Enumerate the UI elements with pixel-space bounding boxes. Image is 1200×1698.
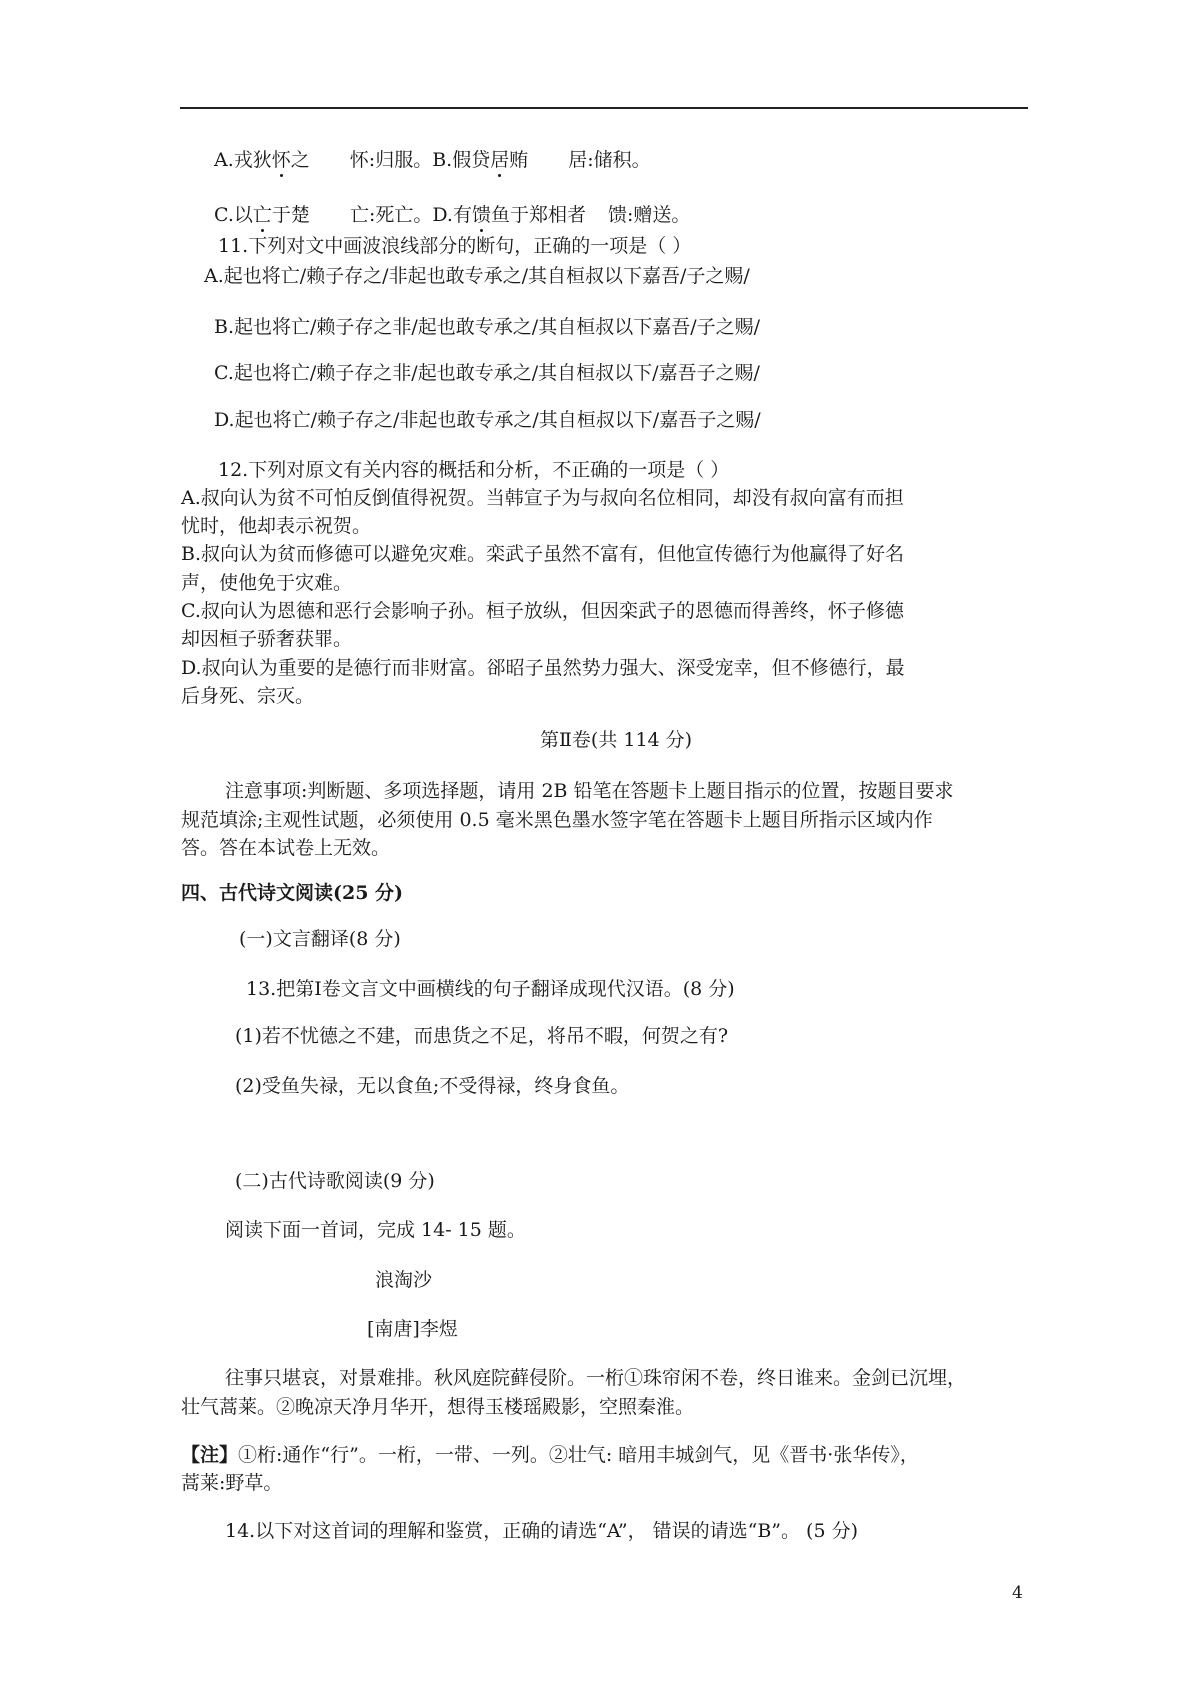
q12-line: 忧时，他却表示祝贺。 [181,515,372,537]
q10-a-emphasis: 怀 [271,149,291,171]
poem-note [181,1441,919,1469]
note-label: 【注】 [181,1444,239,1466]
q10-c-gloss: 亡:死亡。 [349,204,433,226]
section4-heading: 四、古代诗文阅读(25 分) [181,882,404,904]
part2-notice-line: 答。答在本试卷上无效。 [181,837,391,859]
q10-d-rest: 鱼于郑相者 [490,204,586,226]
q10-option-cd [214,201,690,229]
q10-a-rest: 之 [290,149,310,171]
page-number: 4 [1012,1583,1023,1603]
poem-note-cont: 蒿莱:野草。 [181,1472,283,1494]
q10-b-label: B.假贷 [432,149,491,171]
q13-item-2: (2)受鱼失禄，无以食鱼;不受得禄，终身食鱼。 [235,1075,630,1097]
part2-notice-line: 注意事项:判断题、多项选择题，请用 2B 铅笔在答题卡上题目指示的位置，按题目要求 [225,780,954,802]
q11-option-d: D.起也将亡/赖子存之/非起也敢专承之/其自桓叔以下/嘉吾子之赐/ [214,409,761,431]
q10-a-label: A.戎狄 [214,149,272,171]
q12-line: C.叔向认为恩德和恶行会影响子孙。桓子放纵，但因栾武子的恩德而得善终，怀子修德 [181,600,904,622]
q12-line: D.叔向认为重要的是德行而非财富。郤昭子虽然势力强大、深受宠幸，但不修德行，最 [181,657,905,679]
poem-author: [南唐]李煜 [367,1318,458,1340]
q11-option-c: C.起也将亡/赖子存之非/起也敢专承之/其自桓叔以下/嘉吾子之赐/ [214,362,760,384]
poem-line: 往事只堪哀，对景难排。秋风庭院藓侵阶。一桁①珠帘闲不卷，终日谁来。金剑已沉埋， [225,1367,967,1389]
q10-b-gloss: 居:储积。 [568,149,651,171]
q12-line: A.叔向认为贫不可怕反倒值得祝贺。当韩宣子为与叔向名位相同，却没有叔向富有而担 [181,487,904,509]
q12-stem: 12.下列对原文有关内容的概括和分析，不正确的一项是（ ） [218,459,730,481]
q10-b-rest: 贿 [509,149,529,171]
q10-c-rest: 于楚 [271,204,310,226]
section4-sub2: (二)古代诗歌阅读(9 分) [235,1170,435,1192]
q14-stem: 14.以下对这首词的理解和鉴赏，正确的请选“A”， 错误的请选“B”。 (5 分) [225,1520,858,1542]
q13-item-1: (1)若不忧德之不建，而患货之不足，将吊不暇，何贺之有? [235,1025,729,1047]
q11-option-b: B.起也将亡/赖子存之非/起也敢专承之/其自桓叔以下嘉吾/子之赐/ [214,316,761,338]
q10-b-emphasis: 居 [490,149,510,171]
q11-option-a: A.起也将亡/赖子存之/非起也敢专承之/其自桓叔以下嘉吾/子之赐/ [204,265,750,287]
q10-option-ab [214,146,651,174]
q13-stem: 13.把第Ⅰ卷文言文中画横线的句子翻译成现代汉语。(8 分) [246,978,735,1000]
part2-title: 第Ⅱ卷(共 114 分) [540,729,693,751]
q10-a-gloss: 怀:归服。 [349,149,433,171]
q10-c-emphasis: 亡 [252,204,272,226]
part2-notice-line: 规范填涂;主观性试题，必须使用 0.5 毫米黑色墨水签字笔在答题卡上题目所指示区域内作 [181,809,933,831]
q11-stem: 11.下列对文中画波浪线部分的断句，正确的一项是（ ） [218,235,692,257]
poem-intro: 阅读下面一首词，完成 14- 15 题。 [225,1219,526,1241]
section4-sub1: (一)文言翻译(8 分) [239,928,401,950]
q10-d-emphasis: 馈 [471,204,491,226]
note-text: ①桁:通作“行”。一桁，一带、一列。②壮气: 暗用丰城剑气，见《晋书·张华传》， [238,1444,919,1466]
q10-d-gloss: 馈:赠送。 [607,204,691,226]
q10-d-label: D.有 [432,204,472,226]
q10-c-label: C.以 [214,204,253,226]
header-rule [180,107,1028,109]
poem-title: 浪淘沙 [375,1269,433,1291]
poem-line: 壮气蒿莱。②晚凉天净月华开，想得玉楼瑶殿影，空照秦淮。 [181,1396,695,1418]
q12-line: B.叔向认为贫而修德可以避免灾难。栾武子虽然不富有，但他宣传德行为他赢得了好名 [181,543,905,565]
q12-line: 声，使他免于灾难。 [181,572,353,594]
q12-line: 却因桓子骄奢获罪。 [181,628,353,650]
q12-line: 后身死、宗灭。 [181,685,315,707]
